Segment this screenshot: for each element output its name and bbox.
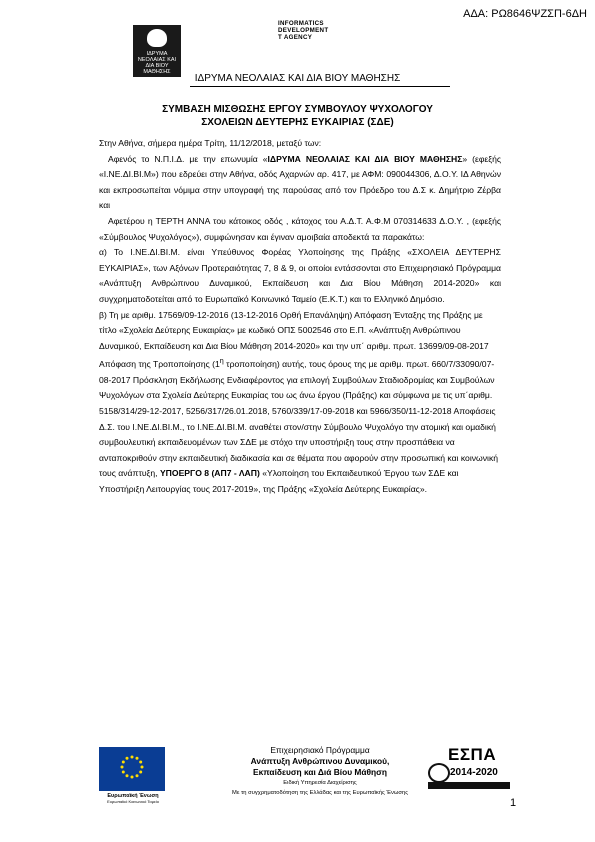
paragraph-party-a: [99, 152, 501, 214]
eu-label: Ευρωπαϊκή Ένωση: [107, 793, 159, 799]
program-info: [185, 745, 455, 798]
para-b-sup: η: [219, 357, 224, 366]
eu-flag-icon: [99, 747, 165, 791]
eu-caption: [98, 793, 168, 805]
infodev-logo: [278, 20, 328, 41]
eu-sub: Ευρωπαϊκό Κοινωνικό Ταμείο: [107, 799, 159, 804]
espa-swirl-icon: [428, 763, 450, 783]
infodev-line-3: T AGENCY: [278, 34, 313, 41]
espa-years: 2014-2020: [450, 767, 498, 778]
paragraph-b: [99, 308, 501, 498]
title-line-1: ΣΥΜΒΑΣΗ ΜΙΣΘΩΣΗΣ ΕΡΓΟΥ ΣΥΜΒΟΥΛΟΥ ΨΥΧΟΛΟΓΟΥ: [162, 104, 433, 115]
header-divider: [190, 86, 450, 87]
paragraph-party-b: Αφετέρου η ΤΕΡΤΗ ΑΝΝΑ του κάτοικος οδός , κάτοχος του Α.Δ.Τ. Α.Φ.Μ 070314633 Δ.Ο.Υ. , (εφεξής «Σύμβουλος Ψυχολόγος»), συμφώνησαν και έγιναν αμοιβαία αποδεκτά τα παρακάτω:: [99, 215, 501, 242]
para-b-text-1: β) Τη με αριθμ. 17569/09-12-2016 (13-12-2016 Ορθή Επανάληψη) Απόφαση Ένταξης της Πράξης με τίτλο «Σχολεία Δεύτερης Ευκαιρίας» με κωδικό ΟΠΣ 5002546 στο Ε.Π. «Ανάπτυξη Ανθρώπινου Δυναμικού, Εκπαίδευση και Δια Βίου Μάθηση 2014-2020» και την υπ΄ αριθμ. πρωτ. 13699/09-08-2017 Απόφαση της Τροποποίησης (1: [99, 309, 489, 370]
page-number: 1: [510, 797, 517, 809]
infodev-line-1: INFORMATICS: [278, 20, 324, 27]
program-line-1: Επιχειρησιακό Πρόγραμμα: [270, 745, 370, 755]
logo-text: ΙΔΡΥΜΑ ΝΕΟΛΑΙΑΣ ΚΑΙ ΔΙΑ ΒΙΟΥ ΜΑΘΗΣΗΣ: [137, 51, 177, 75]
para-b-text-3: «Υλοποίηση του Εκπαιδευτικού Έργου των ΣΔΕ και Υποστήριξη Λειτουργίας τους 2017-2019», της Πράξης «Σχολεία Δεύτερης Ευκαιρίας».: [99, 468, 459, 494]
title-line-2: ΣΧΟΛΕΙΩΝ ΔΕΥΤΕΡΗΣ ΕΥΚΑΙΡΙΑΣ (ΣΔΕ): [201, 117, 394, 128]
program-line-3: Εκπαίδευση και Διά Βίου Μάθηση: [252, 767, 388, 777]
party-a-text-1: Αφενός το Ν.Π.Ι.Δ. με την επωνυμία «: [108, 153, 268, 164]
document-body: [99, 136, 501, 498]
party-a-text-2: » (εφεξής «Ι.ΝΕ.ΔΙ.ΒΙ.Μ») που εδρεύει στην Αθήνα, οδός Αχαρνών αρ. 417, με ΑΦΜ: 090044306, Δ.Ο.Υ. ΙΔ Αθηνών και εκπροσωπείται νόμιμα στην υπογραφή της παρούσας από τον Πρόεδρο του Δ.Σ κ. Δημήτριο Ζέρβα και: [99, 153, 501, 211]
party-a-name: ΙΔΡΥΜΑ ΝΕΟΛΑΙΑΣ ΚΑΙ ΔΙΑ ΒΙΟΥ ΜΑΘΗΣΗΣ: [267, 153, 463, 164]
document-title: [0, 103, 595, 129]
espa-title: ΕΣΠΑ: [448, 745, 497, 764]
managing-service: Ειδική Υπηρεσία Διαχείρισης: [283, 780, 357, 786]
institution-name: ΙΔΡΥΜΑ ΝΕΟΛΑΙΑΣ ΚΑΙ ΔΙΑ ΒΙΟΥ ΜΑΘΗΣΗΣ: [194, 73, 401, 84]
program-line-2: Ανάπτυξη Ανθρώπινου Δυναμικού,: [250, 756, 390, 766]
ada-code: ΑΔΑ: ΡΩ8646ΨΖΣΠ-6ΔΗ: [463, 8, 587, 20]
cofund-note: Με τη συγχρηματοδότηση της Ελλάδας και της Ευρωπαϊκής Ένωσης: [231, 790, 409, 796]
paragraph-intro: Στην Αθήνα, σήμερα ημέρα Τρίτη, 11/12/2018, μεταξύ των:: [99, 138, 322, 148]
para-b-subproject: ΥΠΟΕΡΓΟ 8 (ΑΠ7 - ΛΑΠ): [159, 468, 260, 479]
espa-bar: [428, 782, 510, 789]
logo-mark-icon: [147, 29, 167, 47]
para-b-text-2: τροποποίηση) αυτής, τους όρους της με αριθμ. πρωτ. 660/7/33090/07-08-2017 Πρόσκληση Εκδήλωσης Ενδιαφέροντος για επιλογή Συμβούλων Σταδιοδρομίας και Συμβούλων Ψυχολόγων στα Σχολεία Δεύτερης Ευκαιρίας του ως άνω έργου (Πράξης) και σύμφωνα με τις υπ΄αριθμ. 5158/314/29-12-2017, 5256/317/26.01.2018, 5760/339/17-09-2018 και 5966/350/11-12-2018 Αποφάσεις Δ.Σ. του Ι.ΝΕ.ΔΙ.ΒΙ.Μ., το Ι.ΝΕ.ΔΙ.ΒΙ.Μ. αναθέτει στον/στην Σύμβουλο Ψυχολόγο την ατομική και ομαδική συμβουλευτική εκπαιδευομένων των ΣΔΕ με στόχο την υποστήριξη τους στην προσπάθεια να ανταποκριθούν στην εκπαιδευτική διαδικασία και σε θέματα που αφορούν στην προσωπική και κοινωνική τους ανάπτυξη,: [99, 359, 499, 479]
espa-logo: [428, 745, 510, 797]
paragraph-a: α) Το Ι.ΝΕ.ΔΙ.ΒΙ.Μ. είναι Υπεύθυνος Φορέας Υλοποίησης της Πράξης «ΣΧΟΛΕΙΑ ΔΕΥΤΕΡΗΣ ΕΥΚΑΙΡΙΑΣ», των Αξόνων Προτεραιότητας 7, 8 & 9, οι οποίοι εντάσσονται στο Επιχειρησιακό Πρόγραμμα «Ανάπτυξη Ανθρώπινου Δυναμικού, Εκπαίδευση και Δια Βίου Μάθηση 2014-2020» και συγχρηματοδοτείται από το Ευρωπαϊκό Κοινωνικό Ταμείο (Ε.Κ.Τ.) και το Ελληνικό Δημόσιο.: [99, 247, 501, 304]
infodev-line-2: DEVELOPMENT: [278, 27, 329, 34]
inedivim-logo: [133, 25, 181, 77]
